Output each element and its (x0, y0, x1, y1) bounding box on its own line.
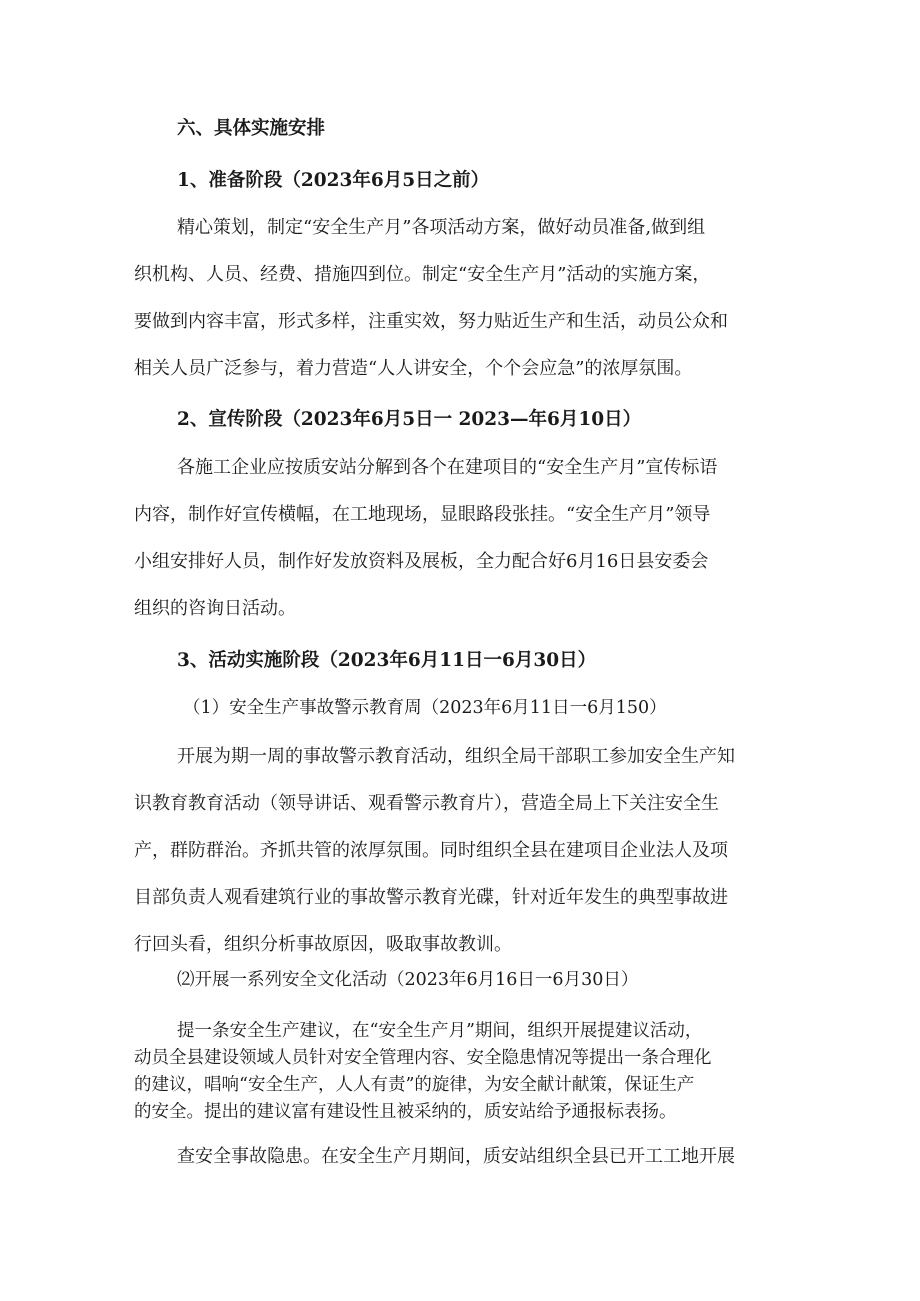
item1-paragraph-line: 目部负责人观看建筑行业的事故警示教育光碟，针对近年发生的典型事故进 (134, 887, 728, 908)
item2-heading: ⑵开展一系列安全文化活动（2023年6月16日一6月30日） (177, 970, 639, 990)
stage1-paragraph-line: 相关人员广泛参与，着力营造“人人讲安全，个个会应急”的浓厚氛围。 (134, 358, 693, 379)
stage3-heading: 3、活动实施阶段（2023年6月11日一6月30日） (177, 650, 597, 671)
stage2-paragraph-line: 组织的咨询日活动。 (134, 598, 296, 619)
item1-paragraph-line: 行回头看，组织分析事故原因，吸取事故教训。 (134, 934, 512, 955)
item1-paragraph-line: 开展为期一周的事故警示教育活动，组织全局干部职工参加安全生产知 (177, 746, 735, 767)
stage1-paragraph-line: 精心策划，制定“安全生产月”各项活动方案，做好动员准备,做到组 (177, 217, 706, 238)
stage1-paragraph-line: 织机构、人员、经费、措施四到位。制定“安全生产月”活动的实施方案， (134, 264, 711, 285)
item1-heading: （1）安全生产事故警示教育周（2023年6月11日一6月150） (183, 698, 667, 718)
stage2-paragraph-line: 内容，制作好宣传横幅，在工地现场，显眼路段张挂。“安全生产月”领导 (134, 504, 711, 525)
item3-paragraph-line: 查安全事故隐患。在安全生产月期间，质安站组织全县已开工工地开展 (177, 1146, 735, 1167)
item2-paragraph-line: 提一条安全生产建议，在“安全生产月”期间，组织开展提建议活动， (177, 1021, 703, 1041)
item1-paragraph-line: 识教育教育活动（领导讲话、观看警示教育片），营造全局上下关注安全生 (134, 793, 719, 814)
stage2-paragraph-line: 小组安排好人员，制作好发放资料及展板，全力配合好6月16日县安委会 (134, 551, 709, 572)
item2-paragraph-line: 的安全。提出的建议富有建设性且被采纳的，质安站给予通报标表扬。 (134, 1102, 677, 1122)
stage2-heading: 2、宣传阶段（2023年6月5日一 2023—年6月10日） (177, 409, 642, 430)
item1-paragraph-line: 产，群防群治。齐抓共管的浓厚氛围。同时组织全县在建项目企业法人及项 (134, 840, 728, 861)
item2-paragraph-line: 动员全县建设领域人员针对安全管理内容、安全隐患情况等提出一条合理化 (134, 1048, 712, 1068)
stage1-heading: 1、准备阶段（2023年6月5日之前） (177, 170, 490, 191)
stage1-paragraph-line: 要做到内容丰富，形式多样，注重实效，努力贴近生产和生活，动员公众和 (134, 311, 728, 332)
stage2-paragraph-line: 各施工企业应按质安站分解到各个在建项目的“安全生产月”宣传标语 (177, 457, 718, 478)
section-heading: 六、具体实施安排 (177, 118, 326, 139)
item2-paragraph-line: 的建议，唱响“安全生产，人人有责”的旋律，为安全献计献策，保证生产 (134, 1075, 695, 1095)
